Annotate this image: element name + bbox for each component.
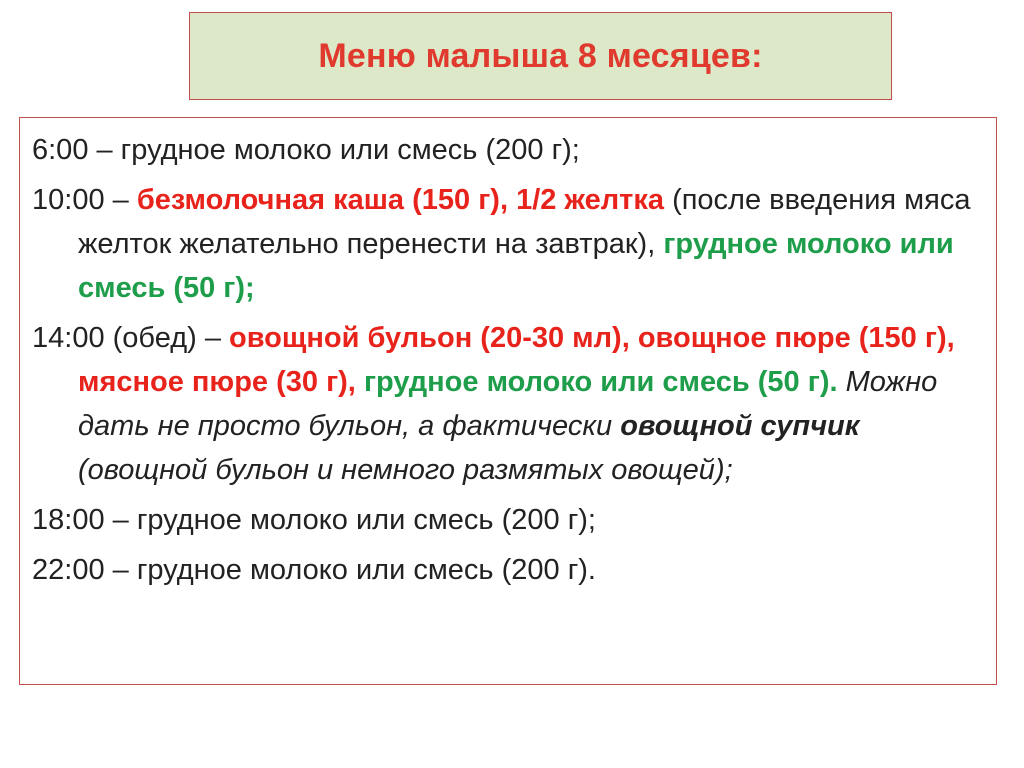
menu-item-1000 [32,178,982,310]
highlight-green-text: грудное молоко или смесь (50 г). [363,366,838,398]
italic-note-end: (овощной бульон и немного размятых овощей); [78,454,733,486]
menu-item-text: 18:00 – грудное молоко или смесь (200 г); [32,504,596,536]
menu-item-2200 [32,548,982,592]
slide-title: Меню малыша 8 месяцев: [318,36,763,75]
menu-item-text: 22:00 – грудное молоко или смесь (200 г). [32,554,596,586]
menu-item-time: 14:00 (обед) – [32,322,230,354]
bold-italic-note: овощной супчик [620,410,860,442]
title-box [189,12,892,100]
italic-note: Можно дать не просто бульон, а фактически [78,366,938,442]
menu-item-0600 [32,128,982,172]
spacer-text [356,366,364,398]
highlight-red-text: овощной бульон (20-30 мл), овощное пюре (150 г), мясное пюре (30 г), [78,322,955,398]
menu-item-1400 [32,316,982,492]
menu-item-text: 6:00 – грудное молоко или смесь (200 г); [32,134,580,166]
menu-item-1800 [32,498,982,542]
menu-content-box [19,117,997,685]
highlight-red-text: безмолочная каша (150 г), 1/2 желтка [136,184,665,216]
menu-item-time: 10:00 – [32,184,137,216]
highlight-green-text: грудное молоко или смесь (50 г); [78,228,954,304]
menu-item-note: (после введения мяса желток желательно перенести на завтрак), [78,184,971,260]
